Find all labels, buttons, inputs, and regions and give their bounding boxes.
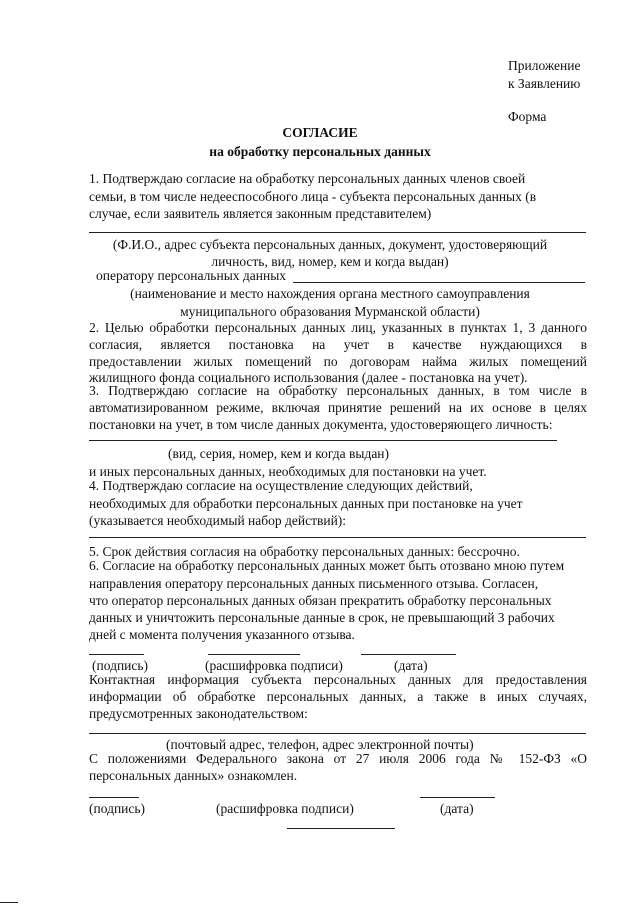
p6-line: 6. Согласие на обработку персональных данных может быть отозвано мною путем [89, 558, 565, 573]
p2-line: предоставлении жилых помещений по договорам найма жилых помещений [89, 354, 587, 369]
caption-fio: (Ф.И.О., адрес субъекта персональных данных, документ, удостоверяющий [112, 237, 548, 252]
p1-line: 1. Подтверждаю согласие на обработку персональных данных членов своей [89, 171, 526, 186]
p6-line: что оператор персональных данных обязан прекратить обработку персональных [89, 593, 552, 608]
p2-line: 2. Целью обработки персональных данных лиц, указанных в пунктах 1, 3 данного [89, 320, 587, 335]
document-title: СОГЛАСИЕ [282, 125, 358, 140]
document-subtitle: на обработку персональных данных [209, 144, 431, 159]
p3-line: 3. Подтверждаю согласие на обработку персональных данных, в том числе в [89, 383, 587, 398]
caption-fio: личность, вид, номер, кем и когда выдан) [211, 254, 449, 269]
date-caption: (дата) [440, 801, 474, 816]
law-line: персональных данных» ознакомлен. [89, 768, 298, 783]
p5-line: 5. Срок действия согласия на обработку персональных данных: бессрочно. [89, 544, 520, 559]
date-line [420, 797, 495, 798]
date-line [361, 654, 456, 655]
closing-rule [287, 828, 395, 829]
p6-line: дней с момента получения указанного отзыва. [89, 627, 355, 642]
p1-line: семьи, в том числе недееспособного лица - субъекта персональных данных (в [89, 189, 537, 204]
p4-line: 4. Подтверждаю согласие на осуществление следующих действий, [89, 478, 473, 493]
signature-caption: (подпись) [92, 658, 149, 673]
contact-line: Контактная информация субъекта персональных данных для предоставления [89, 672, 587, 687]
date-caption: (дата) [394, 658, 428, 673]
signature-line [89, 654, 144, 655]
contact-line: предусмотренных законодательством: [89, 706, 308, 721]
p3-line: постановки на учет, в том числе данных документа, удостоверяющего личность: [89, 417, 553, 432]
signature-caption: (подпись) [89, 801, 146, 816]
header-to-application: к Заявлению [508, 76, 581, 91]
signature-line [89, 797, 139, 798]
p1-line: случае, если заявитель является законным представителем) [89, 206, 432, 221]
p2-line: жилищного фонда социального использования (далее - постановка на учет). [89, 370, 528, 385]
decoding-line [208, 654, 300, 655]
operator-label: оператору персональных данных [96, 268, 287, 283]
fill-line-actions [89, 537, 586, 538]
law-line: С положениями Федерального закона от 27 июля 2006 года № 152-ФЗ «О [89, 751, 587, 766]
page-edge-mark [0, 902, 18, 903]
fill-line-operator [293, 282, 585, 283]
p4-line: (указывается необходимый набор действий): [89, 513, 347, 528]
p6-line: данных и уничтожить персональные данные в срок, не превышающий 3 рабочих [89, 610, 555, 625]
fill-line-fio [89, 232, 586, 233]
caption-document: (вид, серия, номер, кем и когда выдан) [168, 446, 390, 461]
caption-operator: муниципального образования Мурманской области) [180, 304, 480, 319]
decoding-caption: (расшифровка подписи) [205, 658, 343, 673]
contact-line: информации об обработке персональных данных, а также в иных случаях, [89, 689, 587, 704]
p3-line: автоматизированном режиме, включая принятие решений на их основе в целях [89, 400, 587, 415]
p4-line: необходимых для обработки персональных данных при постановке на учет [89, 496, 523, 511]
decoding-caption: (расшифровка подписи) [216, 801, 354, 816]
p3-tail: и иных персональных данных, необходимых для постановки на учет. [89, 464, 487, 479]
header-appendix: Приложение [508, 58, 581, 73]
caption-operator: (наименование и место нахождения органа местного самоуправления [130, 286, 530, 301]
caption-contact: (почтовый адрес, телефон, адрес электронной почты) [166, 737, 474, 752]
p6-line: направления оператору персональных данных письменного отзыва. Согласен, [89, 576, 539, 591]
header-form: Форма [508, 109, 547, 124]
fill-line-contact [89, 733, 586, 734]
fill-line-document [89, 440, 557, 441]
p2-line: согласия, является постановка на учет в качестве нуждающихся в [89, 337, 587, 352]
